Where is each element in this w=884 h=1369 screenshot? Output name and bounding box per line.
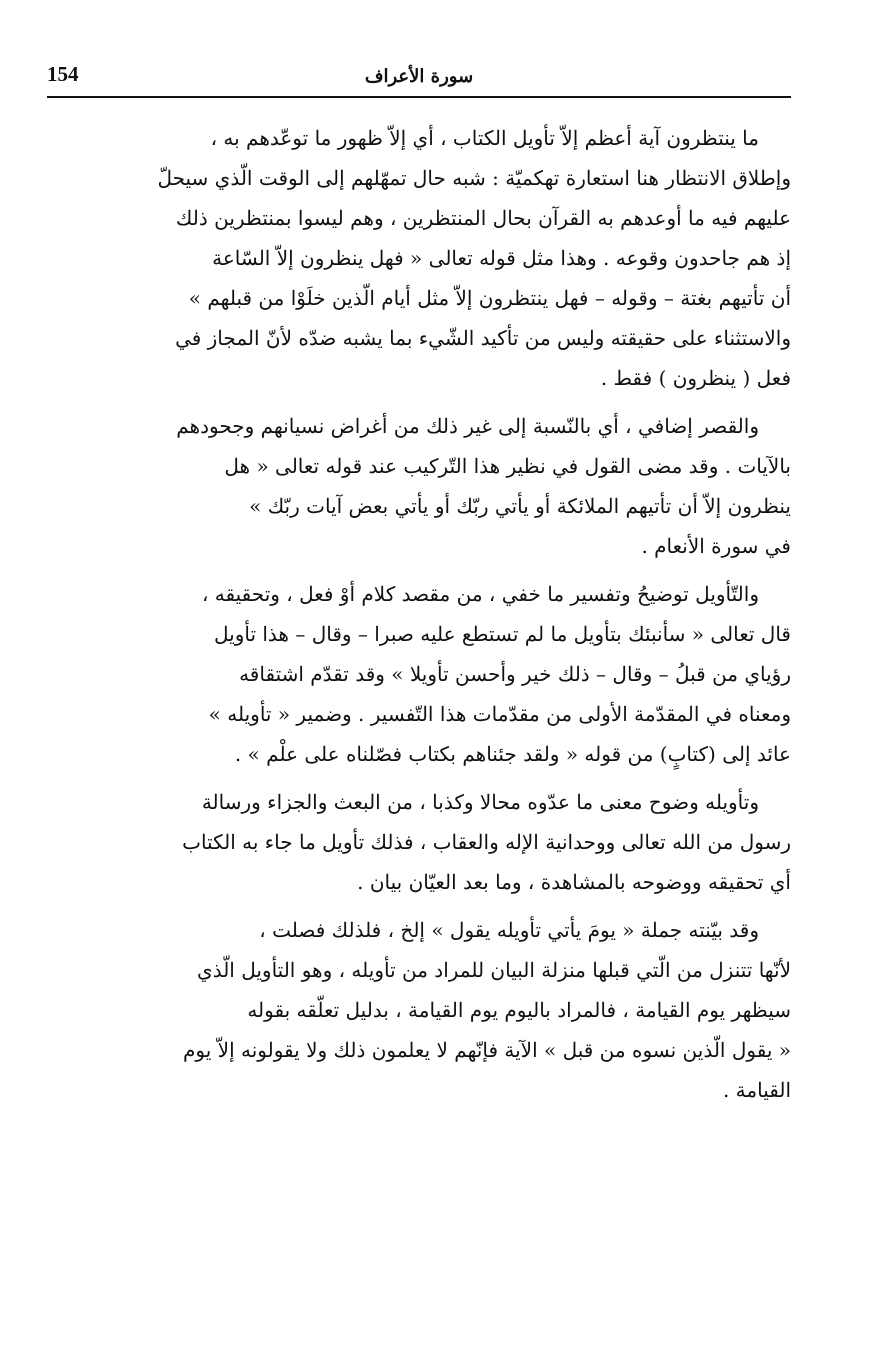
text-line: وقد بيّنته جملة « يومَ يأتي تأويله يقول » إلخ ، فلذلك فصلت ،	[259, 918, 759, 942]
text-line: في سورة الأنعام .	[641, 534, 791, 558]
paragraph	[47, 406, 791, 566]
paragraph	[47, 910, 791, 1110]
text-line: والتّأويل توضيحُ وتفسير ما خفي ، من مقصد كلام أوْ فعل ، وتحقيقه ،	[201, 582, 759, 606]
text-line: فعل ( ينظرون ) فقط .	[600, 366, 791, 390]
paragraph	[47, 118, 791, 398]
paragraph	[47, 574, 791, 774]
text-line: رؤياي من قبلُ – وقال – ذلك خير وأحسن تأويلا » وقد تقدّم اشتقاقه	[239, 662, 791, 686]
text-line: وإطلاق الانتظار هنا استعارة تهكميّة : شبه حال تمهّلهم إلى الوقت الّذي سيحلّ	[157, 166, 791, 190]
text-line: أي تحقيقه ووضوحه بالمشاهدة ، وما بعد العيّان بيان .	[357, 870, 791, 894]
page-body	[47, 118, 791, 1110]
text-line: والقصر إضافي ، أي بالنّسبة إلى غير ذلك من أغراض نسيانهم وجحودهم	[176, 414, 759, 438]
page-header	[47, 58, 791, 98]
page-number: 154	[47, 62, 79, 86]
text-line: عليهم فيه ما أوعدهم به القرآن بحال المنتظرين ، وهم ليسوا بمنتظرين ذلك	[175, 206, 791, 230]
text-line: لأنّها تتنزل من الّتي قبلها منزلة البيان للمراد من تأويله ، وهو التأويل الّذي	[197, 958, 791, 982]
text-line: أن تأتيهم بغتة – وقوله – فهل ينتظرون إلاّ مثل أيام الّذين خلَوْا من قبلهم »	[188, 286, 791, 310]
text-line: قال تعالى « سأنبئك بتأويل ما لم تستطع عليه صبرا – وقال – هذا تأويل	[213, 622, 791, 646]
text-line: سيظهر يوم القيامة ، فالمراد باليوم يوم القيامة ، بدليل تعلّقه بقوله	[247, 998, 791, 1022]
running-title: سورة الأعراف	[364, 66, 474, 87]
text-line: ينظرون إلاّ أن تأتيهم الملائكة أو يأتي ربّك أو يأتي بعض آيات ربّك »	[249, 494, 791, 518]
text-line: ومعناه في المقدّمة الأولى من مقدّمات هذا التّفسير . وضمير « تأويله »	[208, 702, 791, 726]
text-line: ما ينتظرون آية أعظم إلاّ تأويل الكتاب ، أي إلاّ ظهور ما توعّدهم به ،	[210, 126, 759, 150]
text-line: وتأويله وضوح معنى ما عدّوه محالا وكذبا ، من البعث والجزاء ورسالة	[201, 790, 759, 814]
text-line: إذ هم جاحدون وقوعه . وهذا مثل قوله تعالى « فهل ينظرون إلاّ السّاعة	[212, 246, 791, 270]
paragraph	[47, 782, 791, 902]
text-line: عائد إلى (كتابٍ) من قوله « ولقد جئناهم بكتاب فصّلناه على علْم » .	[234, 742, 791, 766]
text-line: رسول من الله تعالى ووحدانية الإله والعقاب ، فذلك تأويل ما جاء به الكتاب	[182, 830, 791, 854]
text-line: « يقول الّذين نسوه من قبل » الآية فإنّهم لا يعلمون ذلك ولا يقولونه إلاّ يوم	[183, 1038, 791, 1062]
text-line: القيامة .	[722, 1078, 791, 1102]
text-line: والاستثناء على حقيقته وليس من تأكيد الشّيء بما يشبه ضدّه لأنّ المجاز في	[175, 326, 791, 350]
text-line: بالآيات . وقد مضى القول في نظير هذا التّركيب عند قوله تعالى « هل	[224, 454, 791, 478]
